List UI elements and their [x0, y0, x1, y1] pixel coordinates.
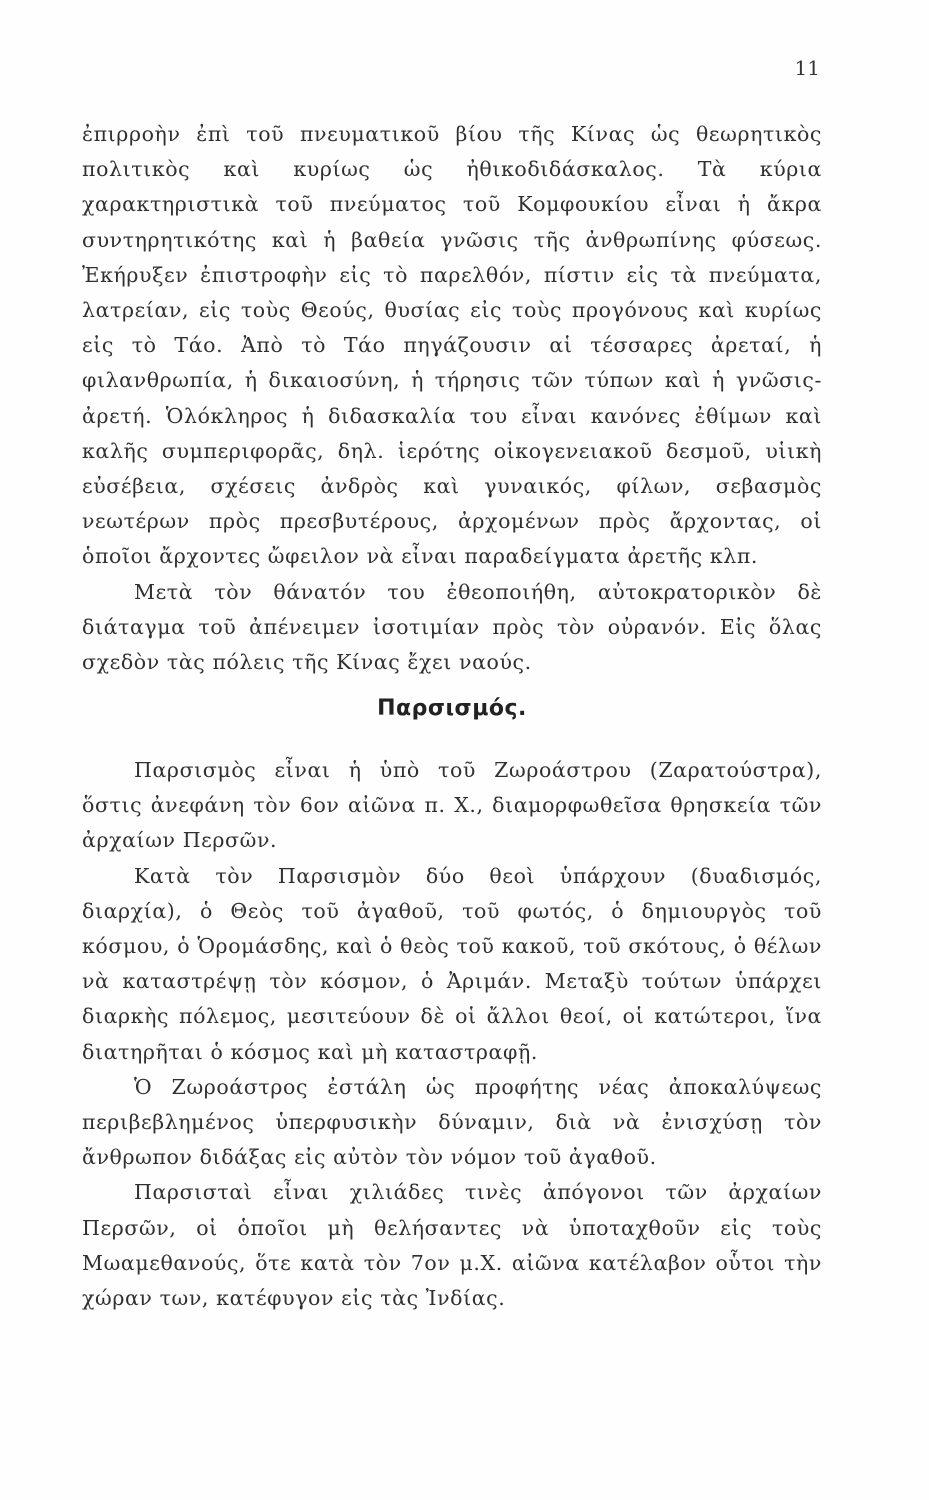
paragraph: Παρσισταὶ εἶναι χιλιάδες τινὲς ἀπόγονοι τῶν ἀρχαίων Περσῶν, οἱ ὁποῖοι μὴ θελήσαντες νὰ ὑποταχθοῦν εἰς τοὺς Μωαμεθανούς, ὅτε κατὰ τὸν 7ον μ.Χ. αἰῶνα κατέλαβον οὗτοι τὴν χώραν των, κατέφυγον εἰς τὰς Ἰνδίας.	[82, 1180, 822, 1311]
page-number: 11	[794, 56, 820, 80]
paragraph: Κατὰ τὸν Παρσισμὸν δύο θεοὶ ὑπάρχουν (δυαδισμός, διαρχία), ὁ Θεὸς τοῦ ἀγαθοῦ, τοῦ φωτός, ὁ δημιουργὸς τοῦ κόσμου, ὁ Ὁρομάσδης, καὶ ὁ θεὸς τοῦ κακοῦ, τοῦ σκότους, ὁ θέλων νὰ καταστρέψῃ τὸν κόσμον, ὁ Ἀριμάν. Μεταξὺ τούτων ὑπάρχει διαρκὴς πόλεμος, μεσιτεύουν δὲ οἱ ἄλλοι θεοί, οἱ κατώτεροι, ἵνα διατηρῆται ὁ κόσμος καὶ μὴ καταστραφῇ.	[82, 863, 822, 1064]
paragraph: Μετὰ τὸν θάνατόν του ἐθεοποιήθη, αὐτοκρατορικὸν δὲ διάταγμα τοῦ ἀπένειμεν ἰσοτιμίαν πρὸς τὸν οὐρανόν. Εἰς ὅλας σχεδὸν τὰς πόλεις τῆς Κίνας ἔχει ναούς.	[82, 579, 822, 675]
section-heading: Παρσισμός.	[377, 696, 527, 721]
text-block-confucius	[82, 117, 822, 680]
paragraph: Παρσισμὸς εἶναι ἡ ὑπὸ τοῦ Ζωροάστρου (Ζαρατούστρα), ὅστις ἀνεφάνη τὸν 6ον αἰῶνα π. Χ., διαμορφωθεῖσα θρησκεία τῶν ἀρχαίων Περσῶν.	[82, 758, 822, 853]
paragraph: ἐπιρροὴν ἐπὶ τοῦ πνευματικοῦ βίου τῆς Κίνας ὡς θεωρητικὸς πολιτικὸς καὶ κυρίως ὡς ἠθικοδιδάσκαλος. Τὰ κύρια χαρακτηριστικὰ τοῦ πνεύματος τοῦ Κομφουκίου εἶναι ἡ ἄκρα συντηρητικότης καὶ ἡ βαθεία γνῶσις τῆς ἀνθρωπίνης φύσεως. Ἐκήρυξεν ἐπιστροφὴν εἰς τὸ παρελθόν, πίστιν εἰς τὰ πνεύματα, λατρείαν, εἰς τοὺς Θεούς, θυσίας εἰς τοὺς προγόνους καὶ κυρίως εἰς τὸ Τάο. Ἀπὸ τὸ Τάο πηγάζουσιν αἱ τέσσαρες ἀρεταί, ἡ φιλανθρωπία, ἡ δικαιοσύνη, ἡ τήρησις τῶν τύπων καὶ ἡ γνῶσις-ἀρετή. Ὁλόκληρος ἡ διδασκαλία του εἶναι κανόνες ἐθίμων καὶ καλῆς συμπεριφορᾶς, δηλ. ἱερότης οἰκογενειακοῦ δεσμοῦ, υἱικὴ εὐσέβεια, σχέσεις ἀνδρὸς καὶ γυναικός, φίλων, σεβασμὸς νεωτέρων πρὸς πρεσβυτέρους, ἀρχομένων πρὸς ἄρχοντας, οἱ ὁποῖοι ἄρχοντες ὤφειλον νὰ εἶναι παραδείγματα ἀρετῆς κλπ.	[82, 122, 822, 569]
paragraph: Ὁ Ζωροάστρος ἐστάλη ὡς προφήτης νέας ἀποκαλύψεως περιβεβλημένος ὑπερφυσικὴν δύναμιν, διὰ νὰ ἐνισχύσῃ τὸν ἄνθρωπον διδάξας εἰς αὐτὸν τὸν νόμον τοῦ ἀγαθοῦ.	[82, 1074, 822, 1170]
text-block-parsism	[82, 753, 822, 1316]
